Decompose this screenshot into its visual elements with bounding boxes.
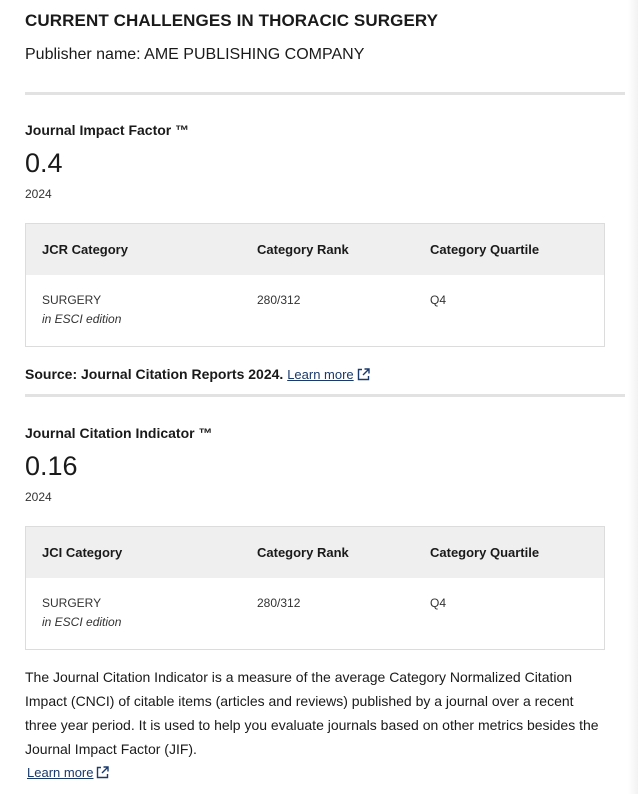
jif-label: Journal Impact Factor ™ bbox=[25, 122, 190, 138]
jcr-category-table bbox=[25, 223, 605, 347]
column-header-category: JCR Category bbox=[42, 242, 128, 257]
section-divider bbox=[25, 92, 625, 95]
jci-label: Journal Citation Indicator ™ bbox=[25, 425, 213, 441]
table-row bbox=[26, 578, 604, 649]
scroll-edge bbox=[628, 0, 638, 794]
publisher-name: Publisher name: AME PUBLISHING COMPANY bbox=[25, 46, 365, 63]
source-text: Source: Journal Citation Reports 2024. bbox=[25, 366, 284, 382]
jci-description: The Journal Citation Indicator is a measure of the average Category Normalized Citation Impact (CNCI) of citable items (articles and reviews) published by a journal over a recent three year period. It is used to help you evaluate journals based on other metrics besides the Journal Impact Factor (JIF). bbox=[25, 669, 599, 757]
jcr-source-line bbox=[25, 366, 370, 384]
jif-year: 2024 bbox=[25, 187, 52, 201]
column-header-rank: Category Rank bbox=[257, 242, 349, 257]
category-edition: in ESCI edition bbox=[42, 615, 122, 629]
journal-title: CURRENT CHALLENGES IN THORACIC SURGERY bbox=[25, 11, 439, 30]
category-cell bbox=[26, 293, 257, 326]
learn-more-link[interactable]: Learn more bbox=[287, 367, 369, 382]
category-cell bbox=[26, 596, 257, 629]
category-quartile: Q4 bbox=[430, 596, 447, 610]
jci-year: 2024 bbox=[25, 490, 52, 504]
column-header-rank: Category Rank bbox=[257, 545, 349, 560]
section-divider bbox=[25, 394, 625, 397]
external-link-icon bbox=[96, 766, 109, 782]
category-rank: 280/312 bbox=[257, 293, 301, 307]
column-header-quartile: Category Quartile bbox=[430, 545, 540, 560]
learn-more-link[interactable]: Learn more bbox=[27, 765, 109, 780]
category-rank: 280/312 bbox=[257, 596, 301, 610]
category-edition: in ESCI edition bbox=[42, 312, 122, 326]
jci-category-table bbox=[25, 526, 605, 650]
jif-value: 0.4 bbox=[25, 148, 63, 178]
column-header-category: JCI Category bbox=[42, 545, 123, 560]
category-name: SURGERY bbox=[42, 293, 102, 307]
jci-value: 0.16 bbox=[25, 451, 78, 481]
category-name: SURGERY bbox=[42, 596, 102, 610]
table-header-row bbox=[26, 527, 604, 578]
table-header-row bbox=[26, 224, 604, 275]
column-header-quartile: Category Quartile bbox=[430, 242, 540, 257]
category-quartile: Q4 bbox=[430, 293, 447, 307]
external-link-icon bbox=[357, 368, 370, 384]
table-row bbox=[26, 275, 604, 346]
jci-learn-more bbox=[27, 765, 109, 782]
